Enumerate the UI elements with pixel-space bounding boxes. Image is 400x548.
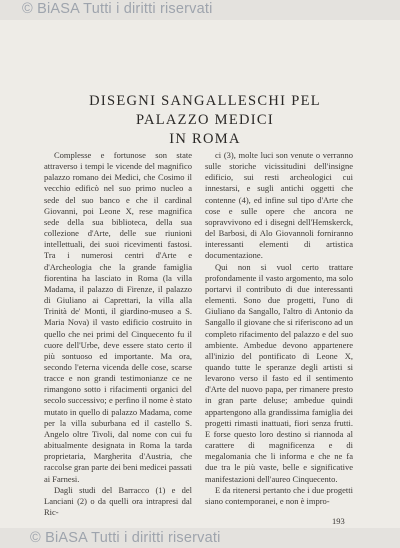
right-column [205, 150, 353, 507]
watermark-bottom-bar [0, 528, 400, 548]
right-paragraph-1: ci (3), molte luci son venute o verranno sulle storiche vicissitudini dell'insigne edificio, sui resti archeologici cui innestarsi, e sugli antichi oggetti che contenne (4), ed infine sul tipo d'Arte che cose e sulle opere che ancora ne sopravvivono ed i disegni dell'Hemskerck, del Barbosi, di Alo Giovannoli forniranno interessanti elementi di artistica documentazione. [205, 150, 353, 261]
watermark-top-bar [0, 0, 400, 20]
article-title [60, 92, 350, 149]
right-paragraph-3: E da ritenersi pertanto che i due progetti siano contemporanei, e non è impro- [205, 484, 353, 506]
watermark-top-text: © BiASA Tutti i diritti riservati [22, 1, 213, 17]
right-paragraph-2: Qui non si vuol certo trattare profondamente il vasto argomento, ma solo portarvi il contributo di due interessanti elementi. Sono due progetti, l'uno di Giuliano da Sangallo, l'altro di Antonio da Sangallo il giovane che si riferiscono ad un completo rifacimento del palazzo e del suo ambiente. Ambedue devono appartenere all'inizio del pontificato di Leone X, quando tutte le speranze degli artisti si levarono verso il fasto ed il sentimento d'Arte del nuovo papa, per rimanere presto in gran parte deluse; ambedue quindi appartengono alla grandissima famiglia dei progetti rimasti inattuati, fiori senza frutti. E forse questo loro destino si riannoda al carattere di magnificenza e di megalomania che li informa e che ne fa due tra le più vaste, belle e significative manifestazioni dell'aureo Cinquecento. [205, 261, 353, 484]
left-column [44, 150, 192, 518]
page-number: 193 [332, 516, 345, 526]
left-paragraph-1: Complesse e fortunose son state attraverso i tempi le vicende del magnifico palazzo romano dei Medici, che Cosimo il vecchio edificò nel suo primo nucleo a sede del suo banco e che il cardinal Giovanni, poi Leone X, rese magnifica sede della sua biblioteca, della sua collezione d'Arte, delle sue riunioni intellettuali, dei suoi ricevimenti fastosi. Tra i numerosi centri d'Arte e d'Archeologia che la grande famiglia fiorentina ha lasciato in Roma (la villa Madama, il palazzo di Firenze, il palazzo di Giuliano ai Caprettari, la villa alla Trinità de' Monti, il giardino-museo a S. Maria Nova) il vasto edificio costruito in quello che nei primi del Cinquecento fu il cuore dell'Urbe, deve essere stato certo il più sontuoso ed importante. Ma ora, secondo l'eterna vicenda delle cose, scarse tracce e non grandi testimonianze ce ne rimangono sotto i rifacimenti organici del secolo successivo; e perfino il nome è stato mutato in quello di palazzo Madama, come per la villa suburbana ed il castello S. Angelo oltre Tivoli, dal nome con cui fu abitualmente designata in Roma la tarda proprietaria, Margherita d'Austria, che raccolse gran parte dei beni medicei passati ai Farnesi. [44, 150, 192, 484]
title-line-2: IN ROMA [169, 131, 241, 147]
left-paragraph-2: Dagli studi del Barracco (1) e del Lanciani (2) o da quelli ora intrapresi dal Ric- [44, 484, 192, 517]
title-line-1: DISEGNI SANGALLESCHI PEL PALAZZO MEDICI [89, 93, 321, 128]
watermark-bottom-text: © BiASA Tutti i diritti riservati [30, 530, 221, 546]
